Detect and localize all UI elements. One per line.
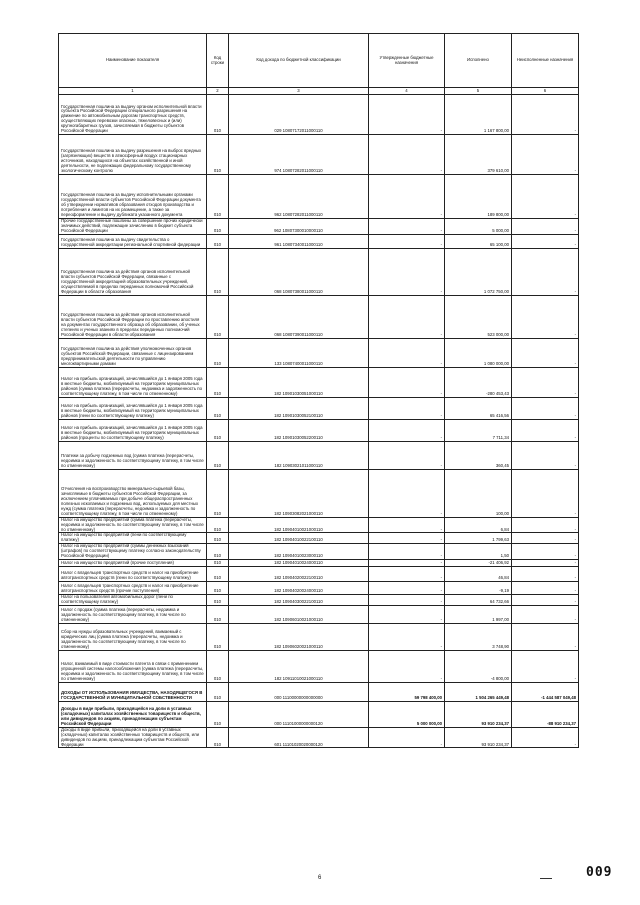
cell-code: 010 — [207, 441, 229, 469]
cell-unexecuted: - — [512, 295, 579, 338]
cell-executed: 93 910 234,37 — [445, 701, 512, 727]
cell-executed: 1 072 750,00 — [445, 248, 512, 295]
cell-code: 010 — [207, 566, 229, 581]
cell-code: 010 — [207, 469, 229, 517]
cell-unexecuted: - — [512, 566, 579, 581]
cell-name: Доходы в виде прибыли, приходящейся на доли в уставных (складочных) капиталах хозяйственных товариществ и обществ, или дивидендов по акциям, принадлежащим субъектам Российской Федерации — [59, 701, 207, 727]
cell-kbk: 182 10904010022100110 — [229, 533, 369, 544]
cell-unexecuted: -88 910 234,37 — [512, 701, 579, 727]
cell-unexecuted: - — [512, 605, 579, 623]
cell-unexecuted: - — [512, 135, 579, 175]
cell-name: Налог, взимаемый в виде стоимости патента в связи с применением упрощенной системы налогообложения (сумма платежа (перерасчеты, недоимка и задолженность по соответствующему платежу, в том числе по отмененному) — [59, 650, 207, 682]
header-executed: Исполнено — [445, 34, 512, 88]
table-row — [59, 295, 579, 338]
cell-approved: - — [369, 419, 445, 441]
cell-executed: 1 799,63 — [445, 533, 512, 544]
cell-code: 010 — [207, 295, 229, 338]
table-row — [59, 727, 579, 748]
column-number: 1 — [59, 88, 207, 95]
cell-kbk: 182 10904010024000110 — [229, 559, 369, 566]
table-row — [59, 581, 579, 594]
cell-approved: - — [369, 367, 445, 397]
cell-approved: - — [369, 544, 445, 560]
cell-executed: 1 167 800,00 — [445, 95, 512, 135]
cell-kbk: 182 10904030022100110 — [229, 594, 369, 605]
table-row — [59, 469, 579, 517]
footer-dash — [540, 878, 552, 879]
cell-name: Налог на имущество предприятий (прочие поступления) — [59, 559, 207, 566]
table-row — [59, 419, 579, 441]
cell-unexecuted: -1 444 587 049,48 — [512, 682, 579, 701]
cell-kbk: 068 10807390011000110 — [229, 295, 369, 338]
cell-code: 010 — [207, 559, 229, 566]
cell-kbk: 133 10807400011000110 — [229, 338, 369, 367]
cell-kbk: 182 10903021011000110 — [229, 441, 369, 469]
cell-unexecuted: - — [512, 594, 579, 605]
cell-approved: - — [369, 219, 445, 235]
cell-unexecuted: - — [512, 95, 579, 135]
table-row — [59, 95, 579, 135]
cell-executed: 1 080 000,00 — [445, 338, 512, 367]
cell-executed: 46,84 — [445, 566, 512, 581]
cell-code: 010 — [207, 594, 229, 605]
table-row — [59, 234, 579, 248]
cell-unexecuted: - — [512, 559, 579, 566]
cell-executed: 360,45 — [445, 441, 512, 469]
cell-name: Отчисления на воспроизводство минерально-сырьевой базы, зачисляемые в бюджеты субъектов Российской Федерации, за исключением уплачиваемых при добыче общераспространенных полезных ископаемых и подземных вод, используемых для местных нужд (сумма платежа (перерасчеты, недоимка и задолженность по соответствующему платежу, в том числе по отмененному) — [59, 469, 207, 517]
cell-executed: 1,50 — [445, 544, 512, 560]
cell-code: 010 — [207, 219, 229, 235]
cell-executed: 100,00 — [445, 469, 512, 517]
cell-unexecuted: - — [512, 419, 579, 441]
cell-code: 010 — [207, 338, 229, 367]
column-number: 5 — [445, 88, 512, 95]
header-approved: Утвержденные бюджетные назначения — [369, 34, 445, 88]
cell-approved: - — [369, 566, 445, 581]
cell-approved: - — [369, 469, 445, 517]
cell-kbk: 182 10904010023000110 — [229, 544, 369, 560]
cell-approved: - — [369, 650, 445, 682]
cell-name: Государственная пошлина за действия уполномоченных органов субъектов Российской Федерации, связанные с лицензированием предпринимательской деятельности по управлению многоквартирными домами — [59, 338, 207, 367]
cell-executed: -4 800,00 — [445, 650, 512, 682]
cell-name: Налог с владельцев транспортных средств и налог на приобретение автотранспортных средств (прочие поступления) — [59, 581, 207, 594]
page-number: 6 — [318, 875, 322, 881]
cell-name: Государственная пошлина за выдачу органом исполнительной власти субъекта Российской Федерации специального разрешения на движение по автомобильным дорогам транспортных средств, осуществляющих перевозки опасных, тяжеловесных и (или) крупногабаритных грузов, зачисляемая в бюджеты субъектов Российской Федерации — [59, 95, 207, 135]
cell-executed: 523 000,00 — [445, 295, 512, 338]
cell-code: 010 — [207, 727, 229, 748]
cell-code: 010 — [207, 517, 229, 533]
cell-unexecuted: - — [512, 469, 579, 517]
header-row — [59, 34, 579, 88]
cell-name: Налог с владельцев транспортных средств и налог на приобретение автотранспортных средств (пени по соответствующему платежу) — [59, 566, 207, 581]
cell-kbk: 182 10901030052100110 — [229, 397, 369, 419]
cell-code: 010 — [207, 682, 229, 701]
cell-name: Доходы в виде прибыли, приходящейся на доли в уставных (складочных) капиталах хозяйственных товариществ и обществ, или дивидендов по акциям, принадлежащим субъектам Российской Федерации — [59, 727, 207, 748]
table-row — [59, 701, 579, 727]
cell-code: 010 — [207, 650, 229, 682]
table-row — [59, 533, 579, 544]
column-number: 3 — [229, 88, 369, 95]
cell-kbk: 182 10901030052200110 — [229, 419, 369, 441]
cell-code: 010 — [207, 533, 229, 544]
cell-name: Государственная пошлина за выдачу свидетельства о государственной аккредитации региональной спортивной федерации — [59, 234, 207, 248]
cell-approved: - — [369, 581, 445, 594]
table-row — [59, 682, 579, 701]
cell-code: 010 — [207, 397, 229, 419]
header-code: Код строки — [207, 34, 229, 88]
cell-approved: - — [369, 397, 445, 419]
table-row — [59, 248, 579, 295]
cell-unexecuted: - — [512, 544, 579, 560]
header-kbk: Код дохода по бюджетной классификации — [229, 34, 369, 88]
cell-kbk: 000 11101000000000120 — [229, 701, 369, 727]
cell-name: Платежи за добычу подземных вод (сумма платежа (перерасчеты, недоимка и задолженность по соответствующему платежу, в том числе по отмененному) — [59, 441, 207, 469]
cell-executed: 1 997,00 — [445, 605, 512, 623]
table-row — [59, 559, 579, 566]
cell-approved: - — [369, 559, 445, 566]
cell-name: Налог с продаж (сумма платежа (перерасчеты, недоимка и задолженность по соответствующему платежу, в том числе по отмененному) — [59, 605, 207, 623]
table-row — [59, 623, 579, 650]
cell-code: 010 — [207, 95, 229, 135]
table-row — [59, 397, 579, 419]
cell-approved: - — [369, 727, 445, 748]
cell-approved: 59 798 400,00 — [369, 682, 445, 701]
cell-unexecuted: - — [512, 441, 579, 469]
cell-executed: 189 800,00 — [445, 175, 512, 219]
cell-kbk: 601 11101020020000120 — [229, 727, 369, 748]
cell-code: 010 — [207, 701, 229, 727]
cell-executed: -21 406,92 — [445, 559, 512, 566]
cell-executed: 65 100,00 — [445, 234, 512, 248]
cell-executed: 93 910 234,37 — [445, 727, 512, 748]
table-row — [59, 338, 579, 367]
cell-name: Налог на прибыль организаций, зачислявшийся до 1 января 2005 года в местные бюджеты, мобилизуемый на территориях муниципальных районов (проценты по соответствующему платежу) — [59, 419, 207, 441]
cell-executed: 64 732,66 — [445, 594, 512, 605]
cell-executed: 1 504 265 449,48 — [445, 682, 512, 701]
cell-kbk: 974 10807282011000110 — [229, 135, 369, 175]
cell-name: ДОХОДЫ ОТ ИСПОЛЬЗОВАНИЯ ИМУЩЕСТВА, НАХОДЯЩЕГОСЯ В ГОСУДАРСТВЕННОЙ И МУНИЦИПАЛЬНОЙ СОБСТВЕННОСТИ — [59, 682, 207, 701]
cell-unexecuted: - — [512, 517, 579, 533]
cell-code: 010 — [207, 581, 229, 594]
cell-code: 010 — [207, 605, 229, 623]
cell-code: 010 — [207, 175, 229, 219]
column-number: 6 — [512, 88, 579, 95]
cell-kbk: 182 10903082021000110 — [229, 469, 369, 517]
cell-executed: 7 711,34 — [445, 419, 512, 441]
column-number: 4 — [369, 88, 445, 95]
cell-unexecuted: - — [512, 623, 579, 650]
column-number-row — [59, 88, 579, 95]
cell-approved: - — [369, 338, 445, 367]
cell-approved: - — [369, 135, 445, 175]
table-row — [59, 219, 579, 235]
cell-unexecuted: - — [512, 219, 579, 235]
cell-code: 010 — [207, 234, 229, 248]
cell-approved: - — [369, 234, 445, 248]
cell-code: 010 — [207, 248, 229, 295]
cell-approved: - — [369, 175, 445, 219]
cell-unexecuted: - — [512, 367, 579, 397]
cell-approved: - — [369, 594, 445, 605]
header-name: Наименование показателя — [59, 34, 207, 88]
cell-name: Государственная пошлина за выдачу исполнительными органами государственной власти субъектов Российской Федерации документа об утверждении нормативов образования отходов производства и потребления и лимитов на их размещение, а также за переоформление и выдачу дубликата указанного документа — [59, 175, 207, 219]
cell-code: 010 — [207, 623, 229, 650]
cell-name: Налог на прибыль организаций, зачислявшийся до 1 января 2005 года в местные бюджеты, мобилизуемый на территориях муниципальных районов (пени по соответствующему платежу) — [59, 397, 207, 419]
table-row — [59, 367, 579, 397]
column-number: 2 — [207, 88, 229, 95]
cell-executed: 379 610,00 — [445, 135, 512, 175]
table-row — [59, 594, 579, 605]
cell-code: 010 — [207, 135, 229, 175]
cell-kbk: 962 10807300010000110 — [229, 219, 369, 235]
cell-kbk: 182 10911010021000110 — [229, 650, 369, 682]
cell-approved: - — [369, 295, 445, 338]
cell-unexecuted: - — [512, 338, 579, 367]
table-row — [59, 517, 579, 533]
cell-kbk: 961 10807340011000110 — [229, 234, 369, 248]
report-sheet — [58, 33, 578, 748]
cell-unexecuted: - — [512, 175, 579, 219]
cell-name: Государственная пошлина за действия органов исполнительной власти субъектов Российской Федерации по проставлению апостиля на документах государственного образца об образовании, об ученых степенях и ученых званиях в пределах переданных полномочий Российской Федерации в области образования — [59, 295, 207, 338]
cell-approved: - — [369, 441, 445, 469]
table-row — [59, 544, 579, 560]
cell-unexecuted: - — [512, 234, 579, 248]
table-row — [59, 175, 579, 219]
cell-approved: 5 000 000,00 — [369, 701, 445, 727]
cell-name: Налог на имущество предприятий (суммы денежных взысканий (штрафов) по соответствующему платежу согласно законодательству Российской Федерации) — [59, 544, 207, 560]
cell-kbk: 182 10906010021000110 — [229, 605, 369, 623]
cell-kbk: 000 11100000000000000 — [229, 682, 369, 701]
cell-unexecuted: - — [512, 581, 579, 594]
cell-kbk: 182 10904020022100110 — [229, 566, 369, 581]
cell-name: Налог на имущество предприятий (пени по соответствующему платежу) — [59, 533, 207, 544]
cell-executed: 5 000,00 — [445, 219, 512, 235]
cell-unexecuted: - — [512, 533, 579, 544]
cell-kbk: 182 10901030051000110 — [229, 367, 369, 397]
income-table — [58, 33, 579, 748]
cell-code: 010 — [207, 544, 229, 560]
cell-name: Сбор на нужды образовательных учреждений, взимаемый с юридических лиц (сумма платежа (перерасчеты, недоимка и задолженность по соответствующему платежу, в том числе по отмененному) — [59, 623, 207, 650]
cell-code: 010 — [207, 367, 229, 397]
cell-unexecuted: - — [512, 650, 579, 682]
cell-unexecuted: - — [512, 727, 579, 748]
cell-kbk: 182 10904020024000110 — [229, 581, 369, 594]
cell-kbk: 182 10904010021000110 — [229, 517, 369, 533]
cell-code: 010 — [207, 419, 229, 441]
cell-approved: - — [369, 95, 445, 135]
cell-approved: - — [369, 623, 445, 650]
cell-name: Прочие государственные пошлины за совершение прочих юридически значимых действий, подлежащие зачислению в бюджет субъекта Российской Федерации — [59, 219, 207, 235]
table-row — [59, 441, 579, 469]
table-row — [59, 566, 579, 581]
cell-kbk: 068 10807380011000110 — [229, 248, 369, 295]
cell-name: Государственная пошлина за выдачу разрешения на выброс вредных (загрязняющих) веществ в атмосферный воздух стационарных источников, находящихся на объектах хозяйственной и иной деятельности, не подлежащих федеральному государственному экологическому контролю — [59, 135, 207, 175]
page-stamp: 009 — [586, 865, 613, 880]
cell-executed: 6,84 — [445, 517, 512, 533]
cell-kbk: 182 10906020021000110 — [229, 623, 369, 650]
cell-executed: 3 748,90 — [445, 623, 512, 650]
cell-kbk: 029 10807172011000110 — [229, 95, 369, 135]
cell-approved: - — [369, 517, 445, 533]
table-row — [59, 135, 579, 175]
cell-name: Налог на пользователей автомобильных дорог (пени по соответствующему платежу) — [59, 594, 207, 605]
header-unexecuted: Неисполненные назначения — [512, 34, 579, 88]
cell-name: Налог на прибыль организаций, зачислявшийся до 1 января 2005 года в местные бюджеты, мобилизуемый на территориях муниципальных районов (сумма платежа (перерасчеты, недоимка и задолженность по соответствующему платежу, в том числе по отмененному) — [59, 367, 207, 397]
table-row — [59, 605, 579, 623]
cell-kbk: 962 10807282011000110 — [229, 175, 369, 219]
cell-name: Налог на имущество предприятий (сумма платежа (перерасчеты, недоимка и задолженность по соответствующему платежу, в том числе по отмененному) — [59, 517, 207, 533]
cell-executed: -9,19 — [445, 581, 512, 594]
cell-unexecuted: - — [512, 397, 579, 419]
cell-unexecuted: - — [512, 248, 579, 295]
cell-name: Государственная пошлина за действия органов исполнительной власти субъектов Российской Федерации, связанные с государственной аккредитацией образовательных учреждений, осуществляемой в пределах переданных полномочий Российской Федерации в области образования — [59, 248, 207, 295]
cell-approved: - — [369, 248, 445, 295]
cell-approved: - — [369, 533, 445, 544]
cell-executed: -280 453,43 — [445, 367, 512, 397]
table-body — [59, 95, 579, 748]
cell-approved: - — [369, 605, 445, 623]
table-row — [59, 650, 579, 682]
cell-executed: 65 416,56 — [445, 397, 512, 419]
